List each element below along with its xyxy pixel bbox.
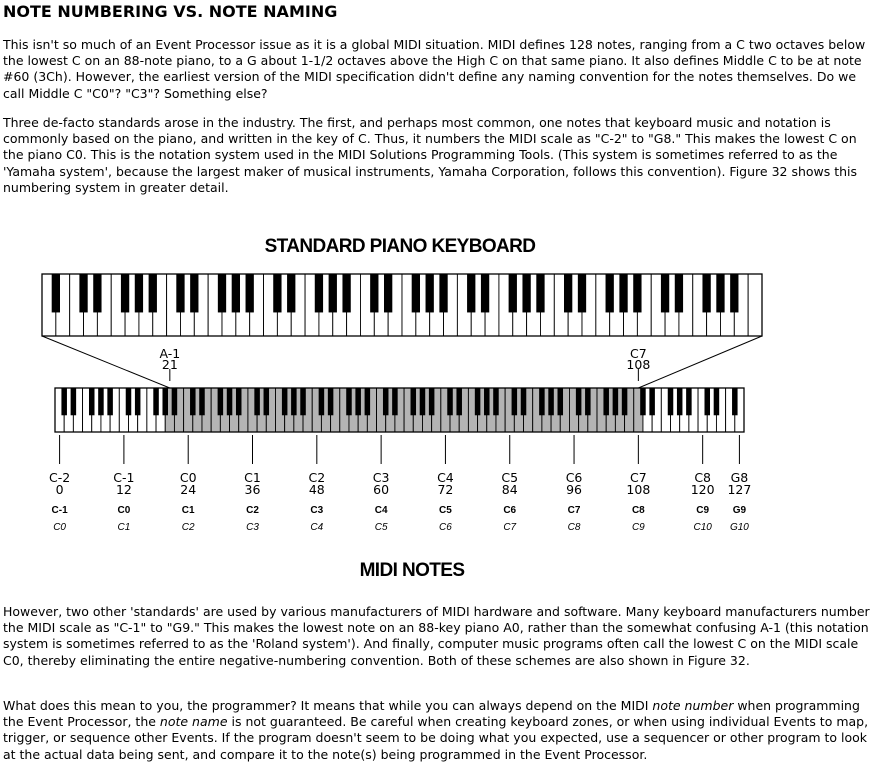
black-key xyxy=(521,388,527,415)
black-key xyxy=(365,388,371,415)
black-key xyxy=(536,274,544,312)
black-key xyxy=(649,388,655,415)
black-key xyxy=(190,274,198,312)
marker-note-name: C-1 xyxy=(113,470,135,485)
range-note-number: 21 xyxy=(161,357,178,372)
black-key xyxy=(346,388,352,415)
page-title: NOTE NUMBERING VS. NOTE NAMING xyxy=(3,2,338,21)
marker-note-name: C7 xyxy=(630,470,647,485)
paragraph-programmer-note xyxy=(3,698,873,763)
marker-alt-name-computer: C9 xyxy=(631,522,645,533)
black-key xyxy=(675,274,683,312)
marker-note-name: C2 xyxy=(308,470,326,485)
black-key xyxy=(71,388,77,415)
black-key xyxy=(93,274,101,312)
black-key xyxy=(384,274,392,312)
black-key xyxy=(328,388,334,415)
marker-alt-name-computer: C8 xyxy=(567,522,581,533)
black-key xyxy=(172,388,178,415)
black-key xyxy=(426,274,434,312)
black-key xyxy=(61,388,67,415)
marker-alt-name-roland: C1 xyxy=(181,505,195,516)
black-key xyxy=(686,388,692,415)
marker-note-number: 120 xyxy=(690,482,715,497)
text-run: when programming the Event Processor, the xyxy=(3,698,860,730)
black-key xyxy=(176,274,184,312)
marker-note-number: 12 xyxy=(115,482,132,497)
marker-alt-name-computer: G10 xyxy=(729,522,749,533)
black-key xyxy=(493,388,499,415)
paragraph-other-standards: However, two other 'standards' are used by various manufacturers of MIDI hardware and software. Many keyboard manufacturers number the MIDI scale as "C-1" to "G9." This makes the lowest note on an 88-key piano A0, rather than the somewhat confusing A-1 (this notation system is sometimes referred to as the 'Roland system'). And finally, computer music programs often call the lowest C on the MIDI scale C0, thereby eliminating the entire negative-numbering convention. Both of these schemes are also shown in Figure 32. xyxy=(3,604,870,668)
black-key xyxy=(548,388,554,415)
black-key xyxy=(640,388,646,415)
marker-note-number: 72 xyxy=(437,482,454,497)
black-key xyxy=(512,388,518,415)
marker-note-number: 48 xyxy=(308,482,325,497)
black-key xyxy=(411,388,417,415)
black-key xyxy=(439,274,447,312)
marker-alt-name-roland: C5 xyxy=(439,505,452,516)
emphasis-note-name: note name xyxy=(159,714,228,730)
standard-piano-keyboard xyxy=(42,274,762,336)
black-key xyxy=(121,274,129,312)
black-key xyxy=(190,388,196,415)
range-note-name: A-1 xyxy=(159,346,181,361)
black-key xyxy=(661,274,669,312)
black-key xyxy=(704,388,710,415)
marker-alt-name-computer: C5 xyxy=(374,522,388,533)
black-key xyxy=(522,274,530,312)
marker-alt-name-roland: C-1 xyxy=(51,505,68,516)
black-key xyxy=(98,388,104,415)
marker-alt-name-roland: C0 xyxy=(117,505,131,516)
black-key xyxy=(633,274,641,312)
black-key xyxy=(383,388,389,415)
black-key xyxy=(199,388,205,415)
text-run: is not guaranteed. Be careful when creating keyboard zones, or when using individual Events to map, trigger, or sequence other Events. If the program doesn't seem to be doing what you expected, use a sequencer or other program to look at the actual data being sent, and compare it to the note(s) being programmed in the Event Processor. xyxy=(3,714,869,762)
black-key xyxy=(481,274,489,312)
black-key xyxy=(606,274,614,312)
marker-alt-name-computer: C2 xyxy=(181,522,195,533)
paragraph-intro: This isn't so much of an Event Processor issue as it is a global MIDI situation. MIDI defines 128 notes, ranging from a C two octaves below the lowest C on an 88-note piano, to a G about 1-1/2 octaves above the High C on that same piano. It also defines Middle C to be at note #60 (3Ch). However, the earliest version of the MIDI specification didn't define any naming convention for the notes themselves. Do we call Middle C "C0"? "C3"? Something else? xyxy=(3,37,866,101)
black-key xyxy=(79,274,87,312)
marker-note-number: 36 xyxy=(244,482,261,497)
marker-alt-name-computer: C6 xyxy=(439,522,452,533)
marker-alt-name-computer: C1 xyxy=(117,522,131,533)
marker-alt-name-roland: C6 xyxy=(503,505,517,516)
black-key xyxy=(236,388,242,415)
marker-alt-name-roland: C3 xyxy=(310,505,324,516)
black-key xyxy=(273,274,281,312)
black-key xyxy=(732,388,738,415)
paragraph-standards: Three de-facto standards arose in the industry. The first, and perhaps most common, one notes that keyboard music and notation is commonly based on the piano, and written in the key of C. Thus, it numbers the MIDI scale as "C-2" to "G8." This makes the lowest C on the piano C0. This is the notation system used in the MIDI Solutions Programming Tools. (This system is sometimes referred to as the 'Yamaha system', because the largest maker of musical instruments, Yamaha Corporation, follows this convention). Figure 32 shows this numbering system in greater detail. xyxy=(3,115,858,195)
black-key xyxy=(149,274,157,312)
black-key xyxy=(429,388,435,415)
marker-alt-name-roland: C7 xyxy=(567,505,581,516)
marker-alt-name-computer: C7 xyxy=(503,522,517,533)
black-key xyxy=(619,274,627,312)
black-key xyxy=(315,274,323,312)
black-key xyxy=(714,388,720,415)
black-key xyxy=(585,388,591,415)
black-key xyxy=(153,388,159,415)
black-key xyxy=(126,388,132,415)
black-key xyxy=(329,274,337,312)
black-key xyxy=(254,388,260,415)
marker-note-name: C0 xyxy=(179,470,197,485)
black-key xyxy=(677,388,683,415)
connector-line-high xyxy=(638,336,762,388)
marker-alt-name-computer: C4 xyxy=(310,522,324,533)
marker-note-number: 84 xyxy=(501,482,518,497)
black-key xyxy=(246,274,254,312)
text-run: What does this mean to you, the programmer? It means that while you can always depend on the MIDI xyxy=(3,698,653,713)
black-key xyxy=(291,388,297,415)
range-note-name: C7 xyxy=(630,346,647,361)
black-key xyxy=(218,388,224,415)
black-key xyxy=(282,388,288,415)
marker-note-name: C3 xyxy=(372,470,390,485)
black-key xyxy=(730,274,738,312)
black-key xyxy=(300,388,306,415)
black-key xyxy=(702,274,710,312)
black-key xyxy=(420,388,426,415)
black-key xyxy=(622,388,628,415)
black-key xyxy=(135,274,143,312)
black-key xyxy=(232,274,240,312)
marker-note-name: C8 xyxy=(694,470,712,485)
marker-alt-name-roland: G9 xyxy=(732,505,747,516)
black-key xyxy=(558,388,564,415)
marker-alt-name-computer: C0 xyxy=(53,522,66,533)
midi-notes-keyboard xyxy=(55,388,744,432)
black-key xyxy=(135,388,141,415)
black-key xyxy=(668,388,674,415)
black-key xyxy=(52,274,60,312)
marker-note-number: 127 xyxy=(727,482,752,497)
black-key xyxy=(475,388,481,415)
black-key xyxy=(319,388,325,415)
marker-note-number: 60 xyxy=(373,482,390,497)
marker-note-name: C6 xyxy=(565,470,583,485)
black-key xyxy=(484,388,490,415)
marker-note-name: C5 xyxy=(501,470,519,485)
black-key xyxy=(355,388,361,415)
black-key xyxy=(227,388,233,415)
black-key xyxy=(392,388,398,415)
marker-alt-name-roland: C4 xyxy=(374,505,388,516)
black-key xyxy=(716,274,724,312)
black-key xyxy=(467,274,475,312)
black-key xyxy=(603,388,609,415)
black-key xyxy=(107,388,113,415)
marker-note-number: 24 xyxy=(180,482,197,497)
marker-note-name: G8 xyxy=(730,470,749,485)
marker-alt-name-roland: C9 xyxy=(696,505,710,516)
black-key xyxy=(539,388,545,415)
marker-alt-name-roland: C8 xyxy=(631,505,645,516)
figure-32-keyboard-diagram xyxy=(0,228,873,588)
marker-alt-name-computer: C10 xyxy=(693,522,712,533)
connector-line-low xyxy=(42,336,170,388)
white-key xyxy=(748,274,762,336)
marker-note-number: 108 xyxy=(626,482,651,497)
marker-note-name: C4 xyxy=(437,470,454,485)
black-key xyxy=(447,388,453,415)
black-key xyxy=(89,388,95,415)
black-key xyxy=(342,274,350,312)
emphasis-note-number: note number xyxy=(652,698,734,713)
figure-title: STANDARD PIANO KEYBOARD xyxy=(264,236,536,257)
black-key xyxy=(578,274,586,312)
marker-note-name: C1 xyxy=(244,470,261,485)
black-key xyxy=(576,388,582,415)
marker-note-name: C-2 xyxy=(48,470,71,485)
range-note-number: 108 xyxy=(626,357,651,372)
black-key xyxy=(509,274,517,312)
black-key xyxy=(564,274,572,312)
black-key xyxy=(218,274,226,312)
black-key xyxy=(287,274,295,312)
marker-alt-name-roland: C2 xyxy=(246,505,259,516)
marker-note-number: 0 xyxy=(55,482,64,497)
black-key xyxy=(456,388,462,415)
marker-alt-name-computer: C3 xyxy=(246,522,259,533)
figure-caption: MIDI NOTES xyxy=(359,560,465,581)
range-connector-lines xyxy=(42,336,762,388)
black-key xyxy=(613,388,619,415)
black-key xyxy=(412,274,420,312)
black-key xyxy=(370,274,378,312)
marker-note-number: 96 xyxy=(566,482,582,497)
note-markers xyxy=(49,435,751,533)
black-key xyxy=(264,388,270,415)
black-key xyxy=(162,388,168,415)
